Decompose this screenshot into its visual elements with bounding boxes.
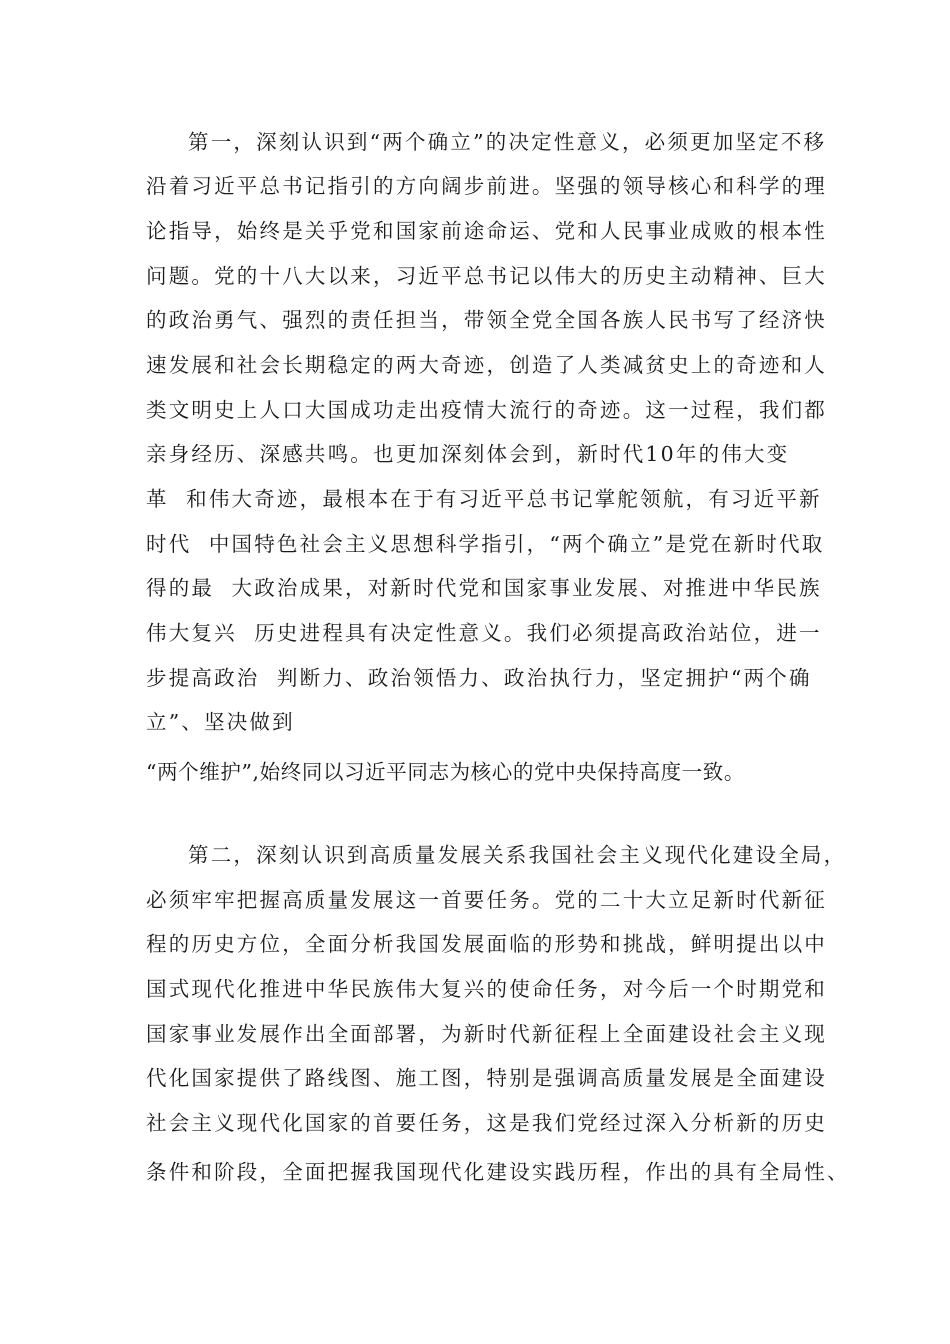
paragraph-1-line-2: 沿着习近平总书记指引的方向阔步前进。坚强的领导核心和科学的理 [146, 174, 827, 198]
paragraph-1-line-8: 亲身经历、深感共鸣。也更加深刻体会到，新时代10年的伟大变 [146, 442, 790, 466]
paragraph-2-line-2: 必须牢牢把握高质量发展这一首要任务。党的二十大立足新时代新征 [146, 888, 827, 912]
paragraph-1-line-14: 立”、坚决做到 [146, 710, 295, 734]
paragraph-1-line-3: 论指导，始终是关乎党和国家前途命运、党和人民事业成败的根本性 [146, 219, 827, 243]
paragraph-1-line-15: “两个维护”,始终同以习近平同志为核心的党中央保持高度一致。 [146, 760, 745, 784]
paragraph-1-line-9: 革 和伟大奇迹，最根本在于有习近平总书记掌舵领航，有习近平新 [146, 487, 822, 511]
paragraph-2-line-5: 国家事业发展作出全面部署，为新时代新征程上全面建设社会主义现 [146, 1022, 827, 1046]
paragraph-1-line-1: 第一，深刻认识到“两个确立”的决定性意义，必须更加坚定不移 [188, 130, 827, 154]
paragraph-1-line-5: 的政治勇气、强烈的责任担当，带领全党全国各族人民书写了经济快 [146, 308, 827, 332]
paragraph-2-line-7: 社会主义现代化国家的首要任务，这是我们党经过深入分析新的历史 [146, 1111, 827, 1135]
paragraph-1-line-12: 伟大复兴 历史进程具有决定性意义。我们必须提高政治站位，进一 [146, 621, 822, 645]
paragraph-1-line-7: 类文明史上人口大国成功走出疫情大流行的奇迹。这一过程，我们都 [146, 398, 827, 422]
paragraph-2-line-6: 代化国家提供了路线图、施工图，特别是强调高质量发展是全面建设 [146, 1066, 827, 1090]
paragraph-2-line-3: 程的历史方位，全面分析我国发展面临的形势和挑战，鲜明提出以中 [146, 932, 827, 956]
paragraph-1-line-13: 步提高政治 判断力、政治领悟力、政治执行力，坚定拥护“两个确 [146, 666, 812, 690]
paragraph-1-line-4: 问题。党的十八大以来，习近平总书记以伟大的历史主动精神、巨大 [146, 264, 827, 288]
paragraph-1-line-6: 速发展和社会长期稳定的两大奇迹，创造了人类减贫史上的奇迹和人 [146, 353, 827, 377]
paragraph-1-line-11: 得的最 大政治成果，对新时代党和国家事业发展、对推进中华民族 [146, 576, 822, 600]
paragraph-2-line-1: 第二，深刻认识到高质量发展关系我国社会主义现代化建设全局， [188, 843, 847, 867]
paragraph-1-line-10: 时代 中国特色社会主义思想科学指引，“两个确立”是党在新时代取 [146, 532, 825, 556]
paragraph-2-line-4: 国式现代化推进中华民族伟大复兴的使命任务，对今后一个时期党和 [146, 977, 827, 1001]
paragraph-2-line-8: 条件和阶段，全面把握我国现代化建设实践历程，作出的具有全局性、 [146, 1160, 850, 1184]
